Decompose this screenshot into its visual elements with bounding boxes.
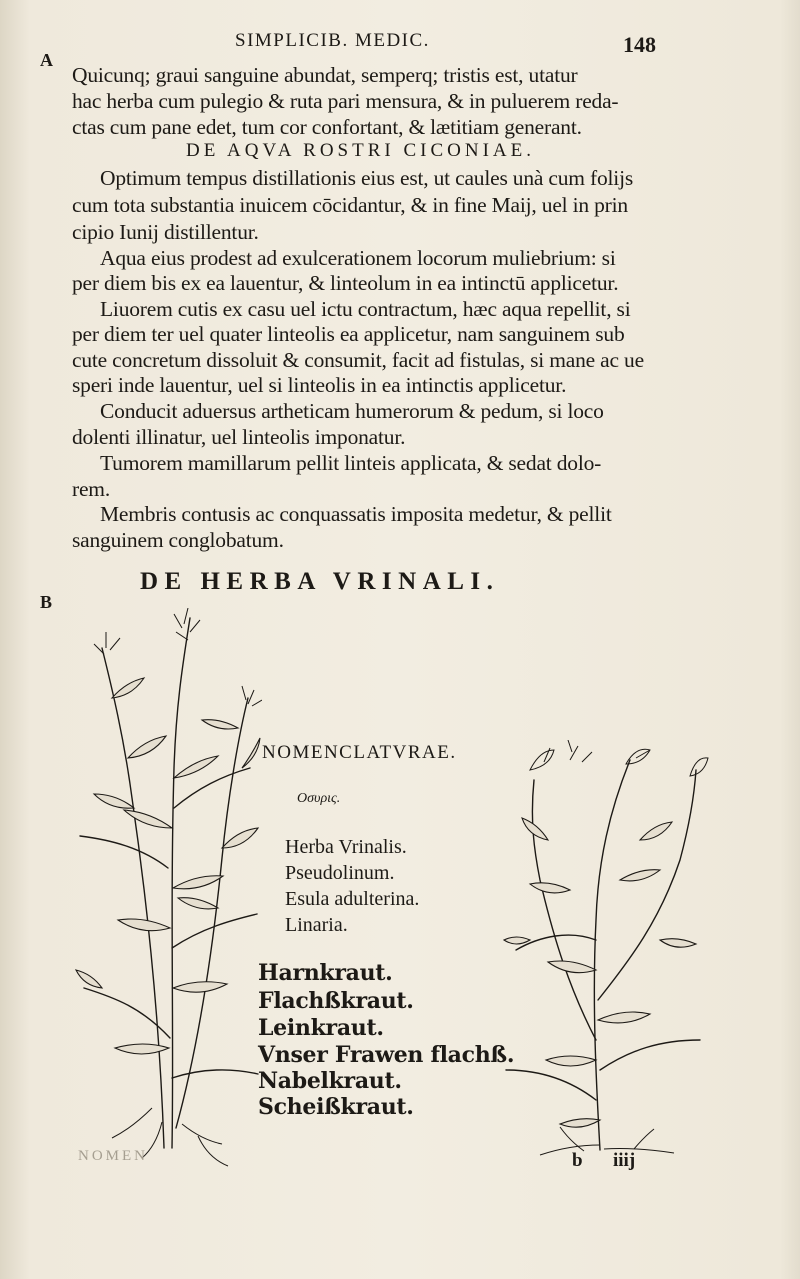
text-line: cute concretum dissoluit & consumit, facit ad fistulas, si mane ac ue [72,348,644,372]
margin-marker-b: B [40,592,53,612]
text-line: Liuorem cutis ex casu uel ictu contractum, hæc aqua repellit, si [100,297,631,321]
section-heading-aqua: DE AQVA ROSTRI CICONIAE. [186,140,536,161]
german-name: Nabelkraut. [258,1068,402,1094]
page-number: 148 [623,32,656,57]
greek-name: Οσυρις. [297,791,341,806]
text-line: Tumorem mamillarum pellit linteis applicata, & sedat dolo- [100,451,602,475]
text-line: Membris contusis ac conquassatis imposita medetur, & pellit [100,502,612,526]
margin-marker-a: A [40,50,53,70]
german-name: Flachßkraut. [258,988,414,1014]
left-plant-woodcut [72,608,262,1168]
latin-name: Linaria. [285,914,348,936]
signature-mark: b [572,1150,583,1171]
right-plant-woodcut [500,740,710,1160]
german-name: Harnkraut. [258,960,393,986]
text-line: cipio Iunij distillentur. [72,220,259,244]
section-heading-herba: DE HERBA VRINALI. [140,568,500,595]
text-line: Conducit aduersus artheticam humerorum & pedum, si loco [100,399,604,423]
german-name: Leinkraut. [258,1015,384,1041]
text-line: hac herba cum pulegio & ruta pari mensura, & in puluerem reda- [72,89,619,113]
text-line: Aqua eius prodest ad exulcerationem locorum muliebrium: si [100,246,616,270]
nomenclature-title: NOMENCLATVRAE. [262,742,457,763]
german-name: Scheißkraut. [258,1094,414,1120]
running-head: SIMPLICIB. MEDIC. [235,30,430,51]
text-line: per diem ter uel quater linteolis ea applicetur, nam sanguinem sub [72,322,625,346]
latin-name: Herba Vrinalis. [285,836,407,858]
text-line: ctas cum pane edet, tum cor confortant, & lætitiam generant. [72,115,582,139]
text-line: Quicunq; graui sanguine abundat, semperq; tristis est, utatur [72,63,578,87]
text-line: speri inde lauentur, uel si linteolis in ea intinctis applicetur. [72,373,567,397]
german-name: Vnser Frawen flachß. [258,1042,515,1068]
latin-name: Pseudolinum. [285,862,395,884]
text-line: cum tota substantia inuicem cōcidantur, & in fine Maij, uel in prin [72,193,628,217]
text-line: dolenti illinatur, uel linteolis imponatur. [72,425,406,449]
bleed-through-text: NOMEN [78,1148,148,1164]
latin-name: Esula adulterina. [285,888,420,910]
text-line: rem. [72,477,111,501]
text-line: Optimum tempus distillationis eius est, ut caules unà cum folijs [100,166,634,190]
text-line: sanguinem conglobatum. [72,528,284,552]
text-line: per diem bis ex ea lauentur, & linteolum in ea intinctū applicetur. [72,271,619,295]
signature-number: iiij [613,1150,636,1171]
